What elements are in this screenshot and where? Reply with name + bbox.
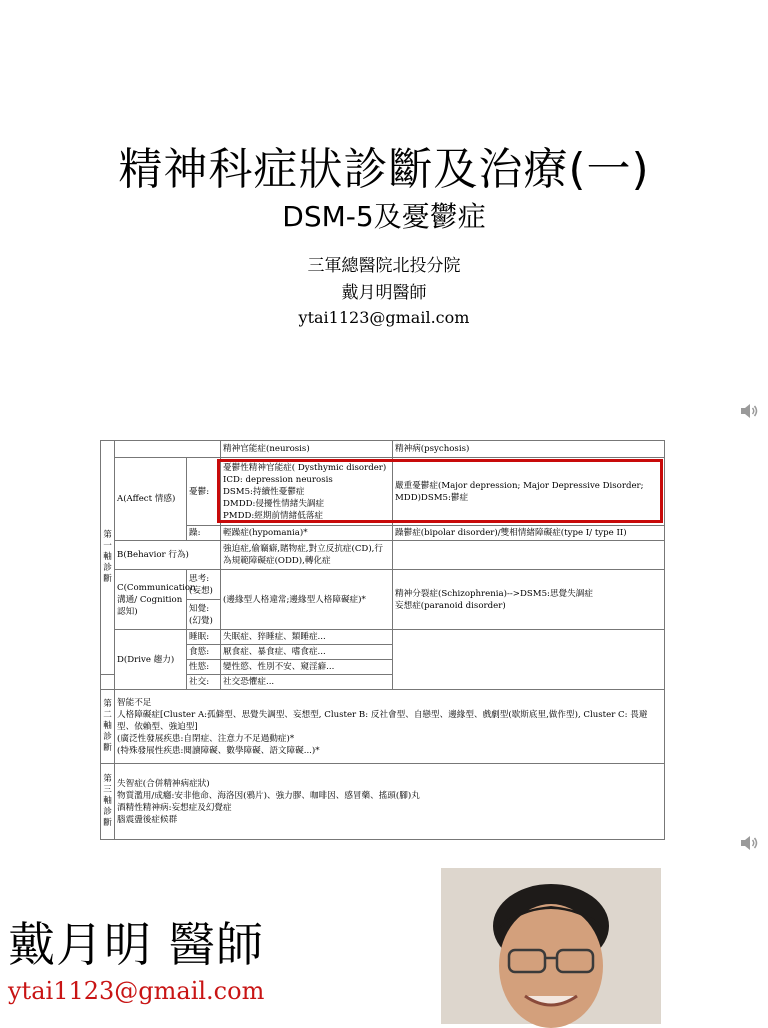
contact-email: ytai1123@gmail.com bbox=[298, 308, 470, 327]
highlight-box bbox=[217, 459, 663, 523]
axis2-label: 第二軸診斷 bbox=[101, 690, 115, 764]
depression-psychosis: 嚴重憂鬱症(Major depression; Major Depressive Disorder; MDD)DSM5:鬱症 bbox=[393, 458, 665, 526]
drive-row-label: 性慾: bbox=[187, 660, 221, 675]
behavior-label: B(Behavior 行為) bbox=[115, 541, 221, 570]
axis3-label: 第三軸診斷 bbox=[101, 764, 115, 840]
drive-row-label: 社交: bbox=[187, 675, 221, 690]
cognition-label: C(Communication溝通/ Cognition 認知) bbox=[115, 570, 187, 630]
footer-email[interactable]: ytai1123@gmail.com bbox=[8, 977, 265, 1005]
mania-psychosis: 躁鬱症(bipolar disorder)/雙相情緒障礙症(type I/ type II) bbox=[393, 526, 665, 541]
behavior-neurosis: 強迫症,偷竊癖,賭物症,對立反抗症(CD),行為規範障礙症(ODD),轉化症 bbox=[221, 541, 393, 570]
doctor-photo bbox=[441, 868, 661, 1024]
col-neurosis-header: 精神官能症(neurosis) bbox=[221, 441, 393, 458]
mania-neurosis: 輕躁症(hypomania)* bbox=[221, 526, 393, 541]
speaker-icon[interactable] bbox=[740, 402, 760, 420]
cognition-neurosis: (邊緣型人格違常;邊緣型人格障礙症)* bbox=[221, 570, 393, 630]
page-subtitle: DSM-5及憂鬱症 bbox=[282, 200, 486, 233]
cognition-psychosis: 精神分裂症(Schizophrenia)-->DSM5:思覺失調症 妄想症(paranoid disorder) bbox=[393, 570, 665, 630]
doctor-name: 戴月明醫師 bbox=[341, 283, 427, 303]
affect-label: A(Affect 情感) bbox=[115, 458, 187, 541]
drive-row-value: 厭食症、暴食症、嗜食症... bbox=[221, 645, 393, 660]
thought-label: 思考:(妄想) bbox=[187, 570, 221, 600]
drive-row-value: 變性慾、性別不安、窺淫癖... bbox=[221, 660, 393, 675]
axis3-content: 失智症(合併精神病症狀) 物質濫用/成癮:安非他命、海洛因(鴉片)、強力膠、咖啡因、感冒藥、搖頭(腳)丸 酒精性精神病:妄想症及幻覺症 腦震盪後症候群 bbox=[115, 764, 665, 840]
footer-doctor-name: 戴月明 醫師 bbox=[8, 918, 264, 973]
axis1-label: 第一軸診斷 bbox=[101, 441, 115, 675]
axis-spacer bbox=[101, 675, 115, 690]
col-psychosis-header: 精神病(psychosis) bbox=[393, 441, 665, 458]
depression-label: 憂鬱: bbox=[187, 458, 221, 526]
page-title: 精神科症狀診斷及治療(一) bbox=[118, 144, 650, 195]
depression-neurosis: 憂鬱性精神官能症( Dysthymic disorder) ICD: depression neurosis DSM5:持續性憂鬱症 DMDD:侵擾性情緒失調症 PMDD:經期前情緒低落症 bbox=[221, 458, 393, 526]
drive-row-value: 失眠症、猝睡症、類睡症... bbox=[221, 630, 393, 645]
hospital-name: 三軍總醫院北投分院 bbox=[307, 256, 461, 276]
drive-label: D(Drive 趨力) bbox=[115, 630, 187, 690]
drive-row-value: 社交恐懼症... bbox=[221, 675, 393, 690]
mania-label: 躁: bbox=[187, 526, 221, 541]
drive-row-label: 食慾: bbox=[187, 645, 221, 660]
drive-row-label: 睡眠: bbox=[187, 630, 221, 645]
perception-label: 知覺:(幻覺) bbox=[187, 600, 221, 630]
axis2-content: 智能不足 人格障礙症[Cluster A:孤僻型、思覺失調型、妄想型, Cluster B: 反社會型、自戀型、邊緣型、戲劇型(歇斯底里,做作型), Cluster C: 畏避型、依賴型、強迫型] (廣泛性發展疾患:自閉症、注意力不足過動症)* (特殊發展性疾患:閱讀障礙、數學障礙、語文障礙...)* bbox=[115, 690, 665, 764]
speaker-icon[interactable] bbox=[740, 834, 760, 852]
